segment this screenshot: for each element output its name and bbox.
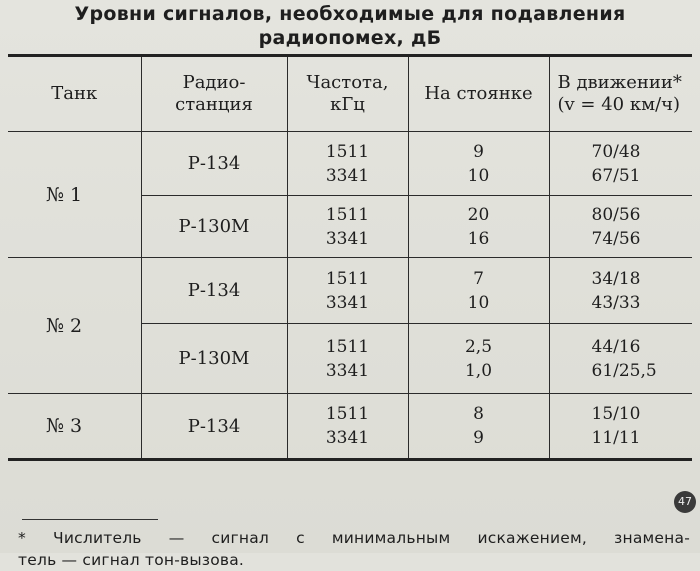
moving-value: 34/18 bbox=[591, 268, 641, 289]
frequency-cell bbox=[287, 258, 408, 324]
moving-value: 44/16 bbox=[591, 336, 641, 357]
footnote-divider bbox=[22, 519, 158, 520]
parked-value: 10 bbox=[467, 165, 490, 186]
parked-value: 8 bbox=[473, 404, 484, 424]
tank-cell: № 1 bbox=[8, 132, 141, 258]
frequency-value: 1511 bbox=[325, 404, 370, 424]
header-moving-line-1: В движении* bbox=[557, 72, 682, 93]
header-frequency-line-1: Частота, bbox=[306, 72, 389, 93]
parked-value: 7 bbox=[473, 268, 484, 289]
parked-cell bbox=[408, 132, 549, 196]
radio-cell: Р-130М bbox=[141, 324, 287, 394]
parked-value: 16 bbox=[467, 228, 490, 249]
radio-cell: Р-130М bbox=[141, 196, 287, 258]
parked-value: 20 bbox=[467, 204, 490, 225]
parked-value: 2,5 bbox=[464, 336, 493, 357]
tank-cell: № 2 bbox=[8, 258, 141, 394]
parked-value: 9 bbox=[473, 141, 484, 162]
header-radio-line-1: Радио- bbox=[182, 72, 246, 93]
header-parked: На стоянке bbox=[408, 56, 549, 132]
frequency-cell bbox=[287, 196, 408, 258]
frequency-value: 3341 bbox=[325, 165, 370, 186]
moving-cell bbox=[549, 132, 692, 196]
parked-value: 1,0 bbox=[464, 360, 493, 381]
table-title-line-2: радиопомех, дБ bbox=[258, 27, 442, 49]
frequency-value: 1511 bbox=[325, 268, 370, 289]
radio-cell: Р-134 bbox=[141, 394, 287, 460]
moving-value: 61/25,5 bbox=[591, 360, 657, 381]
header-radio-line-2: станция bbox=[175, 94, 253, 115]
moving-value: 80/56 bbox=[591, 204, 641, 225]
radio-cell: Р-134 bbox=[141, 132, 287, 196]
frequency-value: 1511 bbox=[325, 141, 370, 162]
footnote-line-2: тель — сигнал тон-вызова. bbox=[18, 551, 245, 569]
frequency-value: 1511 bbox=[325, 336, 370, 357]
table-row bbox=[8, 394, 692, 460]
frequency-value: 3341 bbox=[325, 228, 370, 249]
corner-badge: 47 bbox=[674, 491, 696, 513]
table-row bbox=[8, 132, 692, 196]
frequency-value: 3341 bbox=[325, 360, 370, 381]
radio-cell: Р-134 bbox=[141, 258, 287, 324]
moving-cell bbox=[549, 258, 692, 324]
frequency-value: 1511 bbox=[325, 204, 370, 225]
moving-value: 67/51 bbox=[591, 165, 641, 186]
moving-value: 74/56 bbox=[591, 228, 641, 249]
moving-value: 15/10 bbox=[591, 404, 641, 424]
moving-value: 70/48 bbox=[591, 141, 641, 162]
moving-value: 11/11 bbox=[591, 428, 641, 448]
moving-cell bbox=[549, 324, 692, 394]
frequency-cell bbox=[287, 132, 408, 196]
parked-value: 9 bbox=[473, 428, 484, 448]
table-title bbox=[0, 2, 700, 50]
table-row bbox=[8, 258, 692, 324]
moving-cell bbox=[549, 394, 692, 460]
header-moving-line-2: (v = 40 км/ч) bbox=[557, 94, 681, 115]
frequency-cell bbox=[287, 324, 408, 394]
header-tank: Танк bbox=[8, 56, 141, 132]
moving-value: 43/33 bbox=[591, 292, 641, 313]
frequency-value: 3341 bbox=[325, 292, 370, 313]
parked-cell bbox=[408, 258, 549, 324]
footnote-line-1: * Числитель — сигнал с минимальным искажением, знамена- bbox=[18, 529, 690, 547]
moving-cell bbox=[549, 196, 692, 258]
frequency-value: 3341 bbox=[325, 428, 370, 448]
header-moving bbox=[549, 56, 692, 132]
tank-cell: № 3 bbox=[8, 394, 141, 460]
header-frequency bbox=[287, 56, 408, 132]
parked-cell bbox=[408, 324, 549, 394]
footnote bbox=[18, 527, 690, 571]
header-radio bbox=[141, 56, 287, 132]
parked-cell bbox=[408, 196, 549, 258]
frequency-cell bbox=[287, 394, 408, 460]
header-frequency-line-2: кГц bbox=[330, 94, 365, 115]
signal-levels-table bbox=[8, 54, 692, 461]
parked-value: 10 bbox=[467, 292, 490, 313]
table-title-line-1: Уровни сигналов, необходимые для подавления bbox=[74, 3, 626, 25]
header-row bbox=[8, 56, 692, 132]
parked-cell bbox=[408, 394, 549, 460]
